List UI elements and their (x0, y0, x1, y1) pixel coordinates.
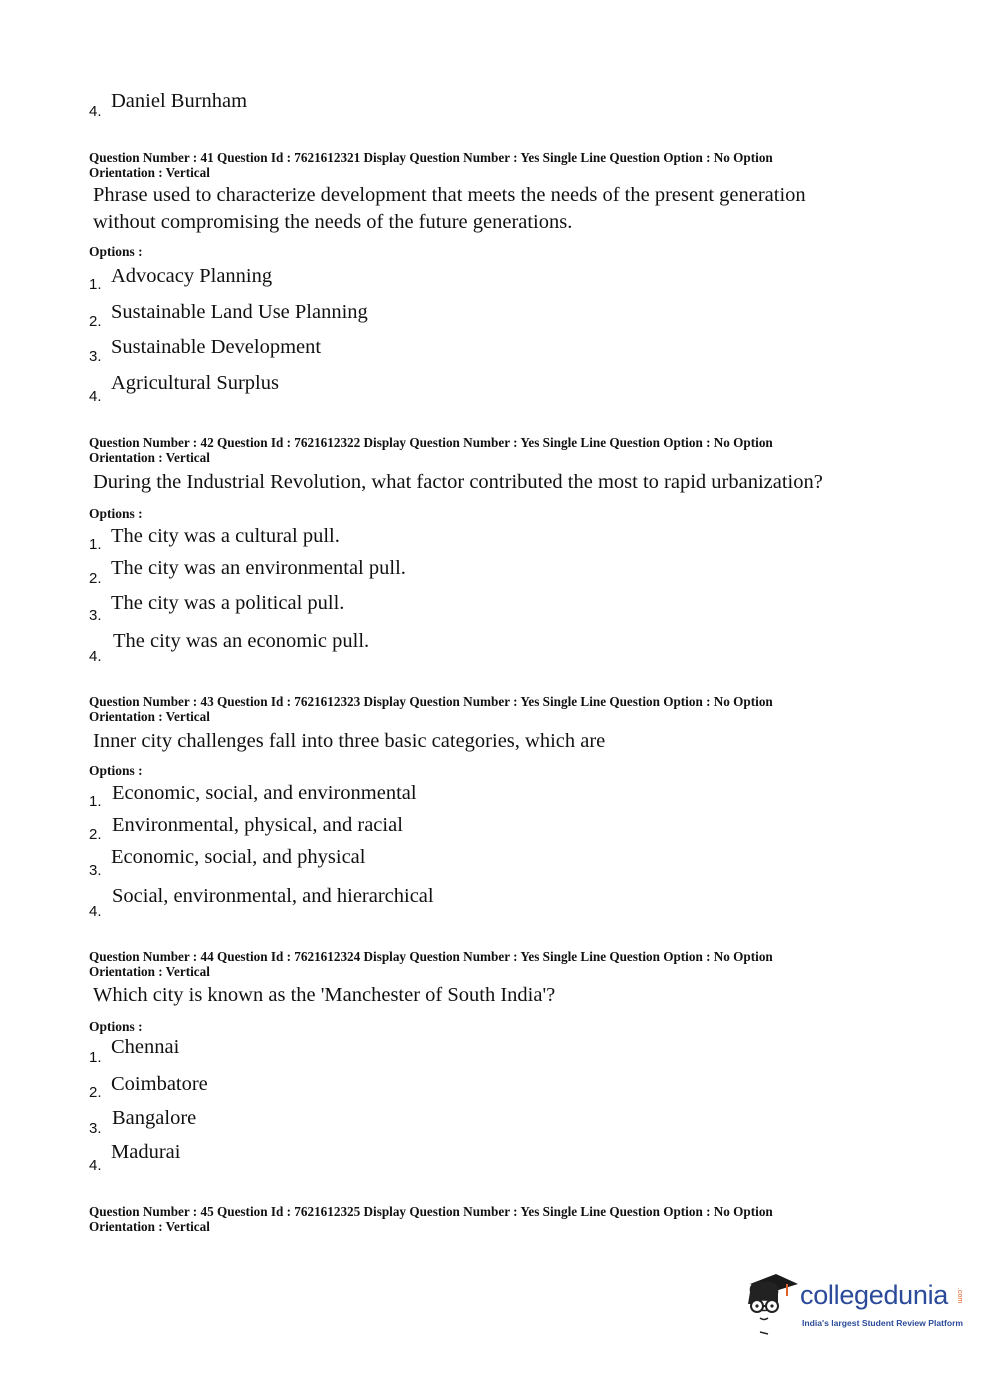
option-text: Economic, social, and environmental (112, 782, 417, 804)
options-label: Options : (89, 244, 143, 259)
question-line: without compromising the needs of the future generations. (93, 211, 573, 233)
question-text (93, 182, 913, 236)
logo-tagline: India's largest Student Review Platform (802, 1318, 964, 1328)
option-text: Sustainable Development (111, 336, 322, 358)
collegedunia-logo (742, 1270, 972, 1340)
option-text: Madurai (111, 1141, 181, 1163)
meta-line: Orientation : Vertical (89, 708, 210, 724)
meta-line: Orientation : Vertical (89, 449, 210, 465)
option-number: 3. (89, 607, 102, 624)
question-meta (89, 950, 889, 979)
option-number: 2. (89, 1084, 102, 1101)
option-text: Bangalore (112, 1107, 197, 1129)
option-number: 2. (89, 570, 102, 587)
meta-line: Question Number : 43 Question Id : 7621612323 Display Question Number : Yes Single Line Question Option : No Option (89, 694, 773, 709)
question-text (93, 982, 913, 1009)
option-text: Economic, social, and physical (111, 846, 366, 868)
meta-line: Orientation : Vertical (89, 1218, 210, 1234)
options-label: Options : (89, 506, 143, 521)
option-text: Coimbatore (111, 1073, 208, 1095)
option-text: Agricultural Surplus (111, 372, 279, 394)
option-number: 3. (89, 348, 102, 365)
option-text: Chennai (111, 1036, 180, 1058)
question-line: Which city is known as the 'Manchester of South India'? (93, 984, 556, 1006)
meta-line: Question Number : 45 Question Id : 7621612325 Display Question Number : Yes Single Line Question Option : No Option (89, 1204, 773, 1219)
option-number: 1. (89, 536, 102, 553)
options-label: Options : (89, 1019, 143, 1034)
option-number: 1. (89, 793, 102, 810)
meta-line: Question Number : 41 Question Id : 7621612321 Display Question Number : Yes Single Line Question Option : No Option (89, 150, 773, 165)
meta-line: Question Number : 42 Question Id : 7621612322 Display Question Number : Yes Single Line Question Option : No Option (89, 435, 773, 450)
question-line: Inner city challenges fall into three basic categories, which are (93, 730, 606, 752)
option-number: 4. (89, 388, 102, 405)
question-text (93, 469, 913, 496)
mascot-icon (742, 1270, 800, 1340)
options-label: Options : (89, 763, 143, 778)
option-text: The city was an economic pull. (113, 630, 370, 652)
option-text: Environmental, physical, and racial (112, 814, 403, 836)
question-meta (89, 436, 889, 465)
option-number: 2. (89, 313, 102, 330)
option-text: Daniel Burnham (111, 90, 248, 112)
option-number: 4. (89, 648, 102, 665)
option-text: Social, environmental, and hierarchical (112, 885, 434, 907)
question-meta (89, 151, 889, 180)
meta-line: Question Number : 44 Question Id : 7621612324 Display Question Number : Yes Single Line Question Option : No Option (89, 949, 773, 964)
option-text: The city was a political pull. (111, 592, 345, 614)
logo-wordmark: collegedunia (800, 1280, 949, 1310)
meta-line: Orientation : Vertical (89, 963, 210, 979)
option-text: Sustainable Land Use Planning (111, 301, 368, 323)
option-number: 4. (89, 1157, 102, 1174)
question-meta (89, 1205, 889, 1234)
question-line: During the Industrial Revolution, what factor contributed the most to rapid urbanization? (93, 471, 823, 493)
option-number: 4. (89, 903, 102, 920)
option-number: 3. (89, 862, 102, 879)
option-text: The city was an environmental pull. (111, 557, 406, 579)
option-number: 1. (89, 276, 102, 293)
option-number: 4. (89, 103, 102, 120)
option-number: 2. (89, 826, 102, 843)
meta-line: Orientation : Vertical (89, 164, 210, 180)
option-number: 3. (89, 1120, 102, 1137)
question-line: Phrase used to characterize development that meets the needs of the present generation (93, 184, 806, 206)
option-text: The city was a cultural pull. (111, 525, 340, 547)
option-number: 1. (89, 1049, 102, 1066)
question-meta (89, 695, 889, 724)
logo-suffix: .com (956, 1288, 963, 1304)
option-text: Advocacy Planning (111, 265, 273, 287)
question-text (93, 728, 913, 755)
